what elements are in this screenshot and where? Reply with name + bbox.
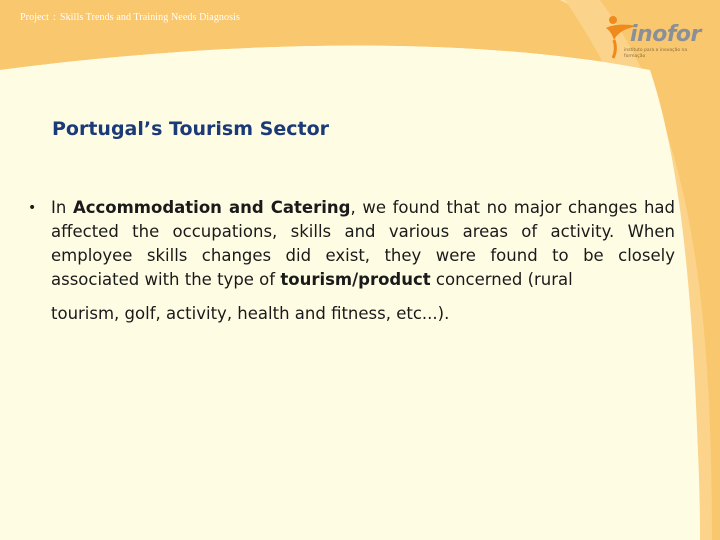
bullet-text-3: concerned (rural — [430, 270, 573, 289]
bullet-paragraph — [51, 196, 675, 326]
bullet-marker: • — [28, 200, 37, 216]
project-title: Skills Trends and Training Needs Diagnosis — [59, 12, 240, 23]
bullet-bold-tourism-product: tourism/product — [280, 270, 431, 289]
bullet-text-1: In — [51, 198, 73, 217]
logo-wordmark: inofor — [630, 22, 701, 47]
bullet-text-2: , we found that no major changes had affected the occupations, skills and various areas of activity. When employee skills changes did exist, they were found to be closely associated with the type of — [51, 198, 675, 289]
logo-tagline: instituto para a inovação na formação — [624, 48, 688, 59]
bullet-bold-accommodation: Accommodation and Catering — [72, 198, 351, 217]
header-project-caption: Project : Skills Trends and Training Needs Diagnosis — [20, 12, 240, 23]
project-label: Project — [20, 12, 50, 23]
slide-title: Portugal’s Tourism Sector — [52, 118, 329, 140]
bullet-text-4: tourism, golf, activity, health and fitness, etc...). — [51, 304, 450, 323]
